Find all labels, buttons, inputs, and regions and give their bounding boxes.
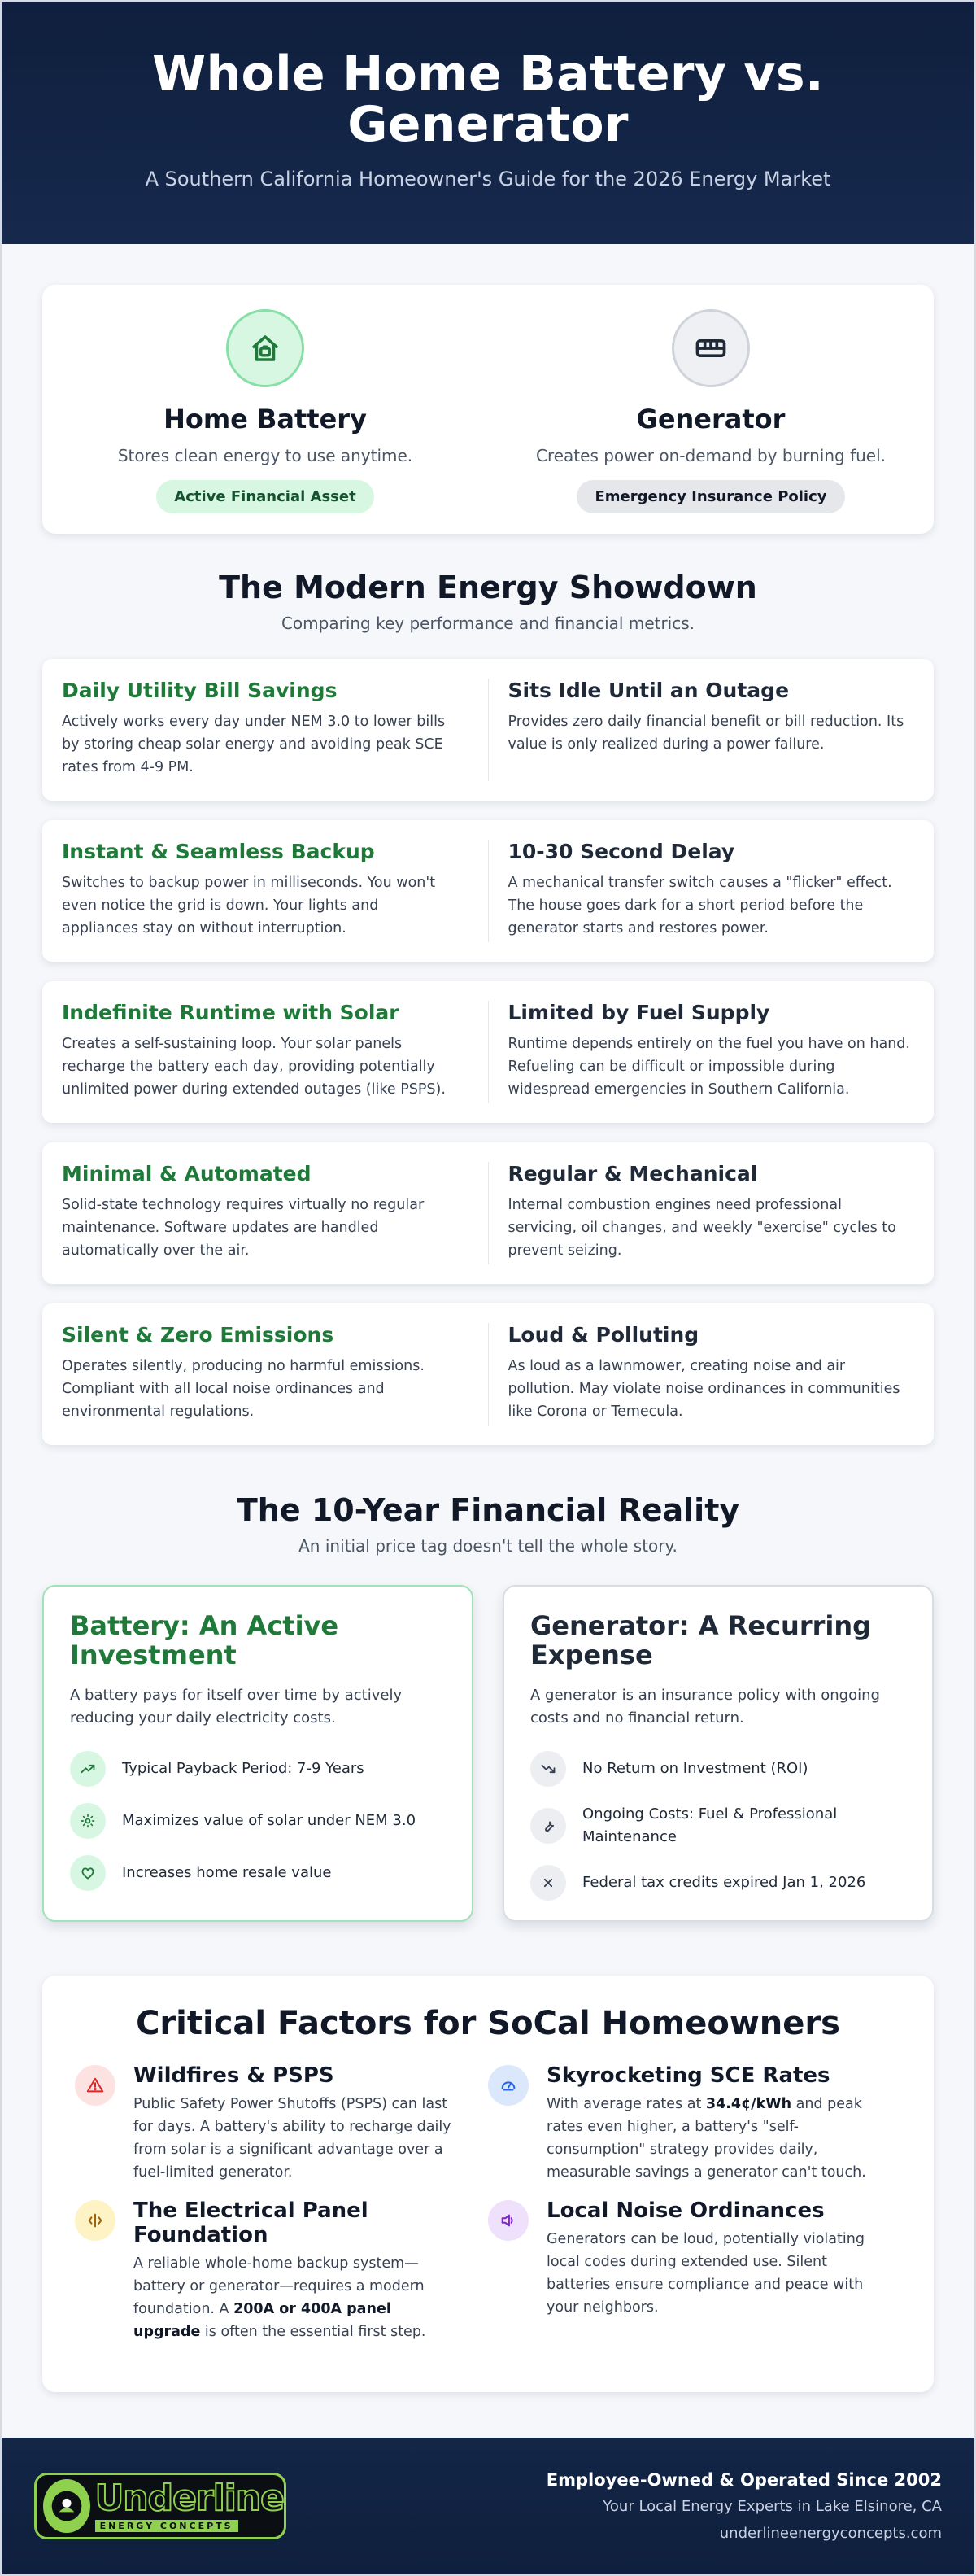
wrench-icon: [530, 1808, 566, 1844]
comparison-generator: [489, 840, 935, 942]
comparison-generator-text: Provides zero daily financial benefit or bill reduction. Its value is only realized during a power failure.: [508, 714, 904, 753]
comparison-generator-title: Loud & Polluting: [508, 1323, 699, 1347]
generator-finance-title: Generator: A Recurring Expense: [530, 1610, 872, 1670]
finance-benefit-text: Maximizes value of solar under NEM 3.0: [122, 1812, 416, 1829]
finance-section: [42, 1492, 934, 1922]
factor-title: Skyrocketing SCE Rates: [547, 2063, 830, 2088]
comparison-battery: [42, 840, 488, 942]
comparison-battery-title: Silent & Zero Emissions: [62, 1323, 334, 1347]
underline-logo[interactable]: [34, 2473, 286, 2539]
comparison-row: [42, 1142, 934, 1284]
battery-finance-lead: A battery pays for itself over time by actively reducing your daily electricity costs.: [70, 1687, 403, 1727]
factor-wildfires: [75, 2063, 488, 2184]
comparison-generator-title: Limited by Fuel Supply: [508, 1001, 770, 1024]
comparison-row: [42, 1303, 934, 1445]
generator-finance-lead: A generator is an insurance policy with ongoing costs and no financial return.: [530, 1687, 880, 1727]
comparison-generator-text: As loud as a lawnmower, creating noise and air pollution. May violate noise ordinances in communities like Corona or Temecula.: [508, 1358, 900, 1420]
battery-desc: Stores clean energy to use anytime.: [117, 446, 413, 465]
battery-finance-title: Battery: An Active Investment: [70, 1610, 339, 1670]
footer-info: [547, 2470, 942, 2542]
gauge-icon: [488, 2065, 529, 2106]
comparison-generator-title: Sits Idle Until an Outage: [508, 679, 790, 702]
sun-icon: [70, 1803, 106, 1839]
factor-title: Local Noise Ordinances: [547, 2198, 825, 2223]
comparison-row: [42, 820, 934, 962]
footer: [2, 2438, 974, 2574]
comparison-battery-text: Actively works every day under NEM 3.0 to lower bills by storing cheap solar energy and avoiding peak SCE rates from 4-9 PM.: [62, 714, 446, 775]
factor-electrical-panel: [75, 2198, 488, 2343]
comparison-generator-text: Internal combustion engines need professional servicing, oil changes, and weekly "exercise" cycles to prevent seizing.: [508, 1197, 896, 1259]
finance-cost-text: Federal tax credits expired Jan 1, 2026: [582, 1874, 866, 1891]
comparison-battery-text: Creates a self-sustaining loop. Your solar panels recharge the battery each day, providing potentially unlimited power during extended outages (like PSPS).: [62, 1036, 446, 1098]
comparison-battery-title: Indefinite Runtime with Solar: [62, 1001, 399, 1024]
speaker-icon: [488, 2200, 529, 2241]
comparison-battery: [42, 679, 488, 781]
finance-cost-text: Ongoing Costs: Fuel & Professional Maintenance: [582, 1805, 838, 1845]
finance-benefit-item: [70, 1855, 446, 1891]
footer-website-link[interactable]: underlineenergyconcepts.com: [719, 2525, 942, 2542]
trending-down-icon: [530, 1751, 566, 1787]
battery-badge: Active Financial Asset: [156, 480, 373, 513]
comparison-generator-text: Runtime depends entirely on the fuel you have on hand. Refueling can be difficult or impossible during widespread emergencies in Southern California.: [508, 1036, 910, 1098]
finance-title: The 10-Year Financial Reality: [236, 1492, 740, 1528]
comparison-battery: [42, 1001, 488, 1103]
footer-location: Your Local Energy Experts in Lake Elsinore, CA: [603, 2498, 942, 2515]
finance-subtitle: An initial price tag doesn't tell the whole story.: [298, 1536, 678, 1556]
title-line-2: Generator: [347, 96, 629, 153]
finance-cost-text: No Return on Investment (ROI): [582, 1760, 808, 1777]
logo-mark-icon: [43, 2479, 90, 2533]
comparison-generator: [489, 1323, 935, 1426]
factor-text: With average rates at 34.4¢/kWh and peak rates even higher, a battery's "self- consumption" strategy provides daily, measurable savings a generator can't touch.: [547, 2096, 866, 2181]
hero-header: [2, 2, 974, 244]
panel-icon: [75, 2200, 115, 2241]
comparison-battery-text: Solid-state technology requires virtually no regular maintenance. Software updates are handled automatically over the air.: [62, 1197, 425, 1259]
factor-title: The Electrical Panel Foundation: [133, 2198, 368, 2247]
finance-benefit-item: [70, 1803, 446, 1839]
comparison-row: [42, 981, 934, 1123]
showdown-title: The Modern Energy Showdown: [219, 570, 757, 605]
finance-cost-item: [530, 1803, 906, 1849]
generator-finance-card: [503, 1585, 934, 1922]
comparison-battery-title: Daily Utility Bill Savings: [62, 679, 338, 702]
comparison-generator: [489, 679, 935, 781]
critical-title: Critical Factors for SoCal Homeowners: [136, 2005, 840, 2042]
trending-up-icon: [70, 1751, 106, 1787]
generator-icon: [672, 309, 750, 387]
finance-cost-item: [530, 1751, 906, 1787]
finance-benefit-text: Increases home resale value: [122, 1864, 332, 1881]
comparison-battery: [42, 1323, 488, 1426]
heart-icon: [70, 1855, 106, 1891]
comparison-generator-title: 10-30 Second Delay: [508, 840, 735, 863]
comparison-generator-text: A mechanical transfer switch causes a "flicker" effect. The house goes dark for a short period before the generator starts and restores power.: [508, 875, 892, 937]
critical-factors-card: [42, 1976, 934, 2392]
intro-generator: [488, 285, 934, 534]
comparison-generator: [489, 1162, 935, 1264]
comparison-generator: [489, 1001, 935, 1103]
page-title: [2, 46, 974, 153]
comparison-row: [42, 659, 934, 801]
intro-card: [42, 285, 934, 534]
finance-benefit-text: Typical Payback Period: 7-9 Years: [122, 1760, 364, 1777]
battery-finance-card: [42, 1585, 473, 1922]
comparison-battery: [42, 1162, 488, 1264]
page-subtitle: A Southern California Homeowner's Guide for the 2026 Energy Market: [145, 168, 831, 190]
factor-sce-rates: [488, 2063, 901, 2184]
battery-title: Home Battery: [163, 404, 367, 434]
footer-tagline: Employee-Owned & Operated Since 2002: [546, 2470, 942, 2490]
factor-title: Wildfires & PSPS: [133, 2063, 334, 2088]
showdown-subtitle: Comparing key performance and financial metrics.: [281, 613, 695, 633]
comparison-battery-text: Operates silently, producing no harmful emissions. Compliant with all local noise ordinances and environmental regulations.: [62, 1358, 425, 1420]
generator-title: Generator: [636, 404, 786, 434]
x-icon: [530, 1865, 566, 1901]
title-line-1: Whole Home Battery vs.: [152, 46, 824, 103]
intro-battery: [42, 285, 488, 534]
factor-text: Generators can be loud, potentially violating local codes during extended use. Silent batteries ensure compliance and peace with your neighbors.: [547, 2231, 865, 2316]
showdown-section: [42, 570, 934, 1445]
finance-cost-item: [530, 1865, 906, 1901]
comparison-battery-title: Instant & Seamless Backup: [62, 840, 375, 863]
home-battery-icon: [226, 309, 304, 387]
factor-noise-ordinances: [488, 2198, 901, 2343]
factor-text: Public Safety Power Shutoffs (PSPS) can last for days. A battery's ability to recharge daily from solar is a significant advantage over a fuel-limited generator.: [133, 2096, 451, 2181]
logo-tagline: ENERGY CONCEPTS: [95, 2520, 238, 2532]
factor-text: A reliable whole-home backup system— battery or generator—requires a modern foundation. A 200A or 400A panel upgrade is often the essential first step.: [133, 2255, 426, 2340]
generator-desc: Creates power on-demand by burning fuel.: [535, 446, 887, 465]
generator-badge: Emergency Insurance Policy: [577, 480, 844, 513]
comparison-battery-text: Switches to backup power in milliseconds. You won't even notice the grid is down. Your lights and appliances stay on without interruption.: [62, 875, 436, 937]
comparison-battery-title: Minimal & Automated: [62, 1162, 312, 1185]
logo-name: Underline: [94, 2477, 284, 2519]
warning-icon: [75, 2065, 115, 2106]
finance-benefit-item: [70, 1751, 446, 1787]
comparison-generator-title: Regular & Mechanical: [508, 1162, 758, 1185]
